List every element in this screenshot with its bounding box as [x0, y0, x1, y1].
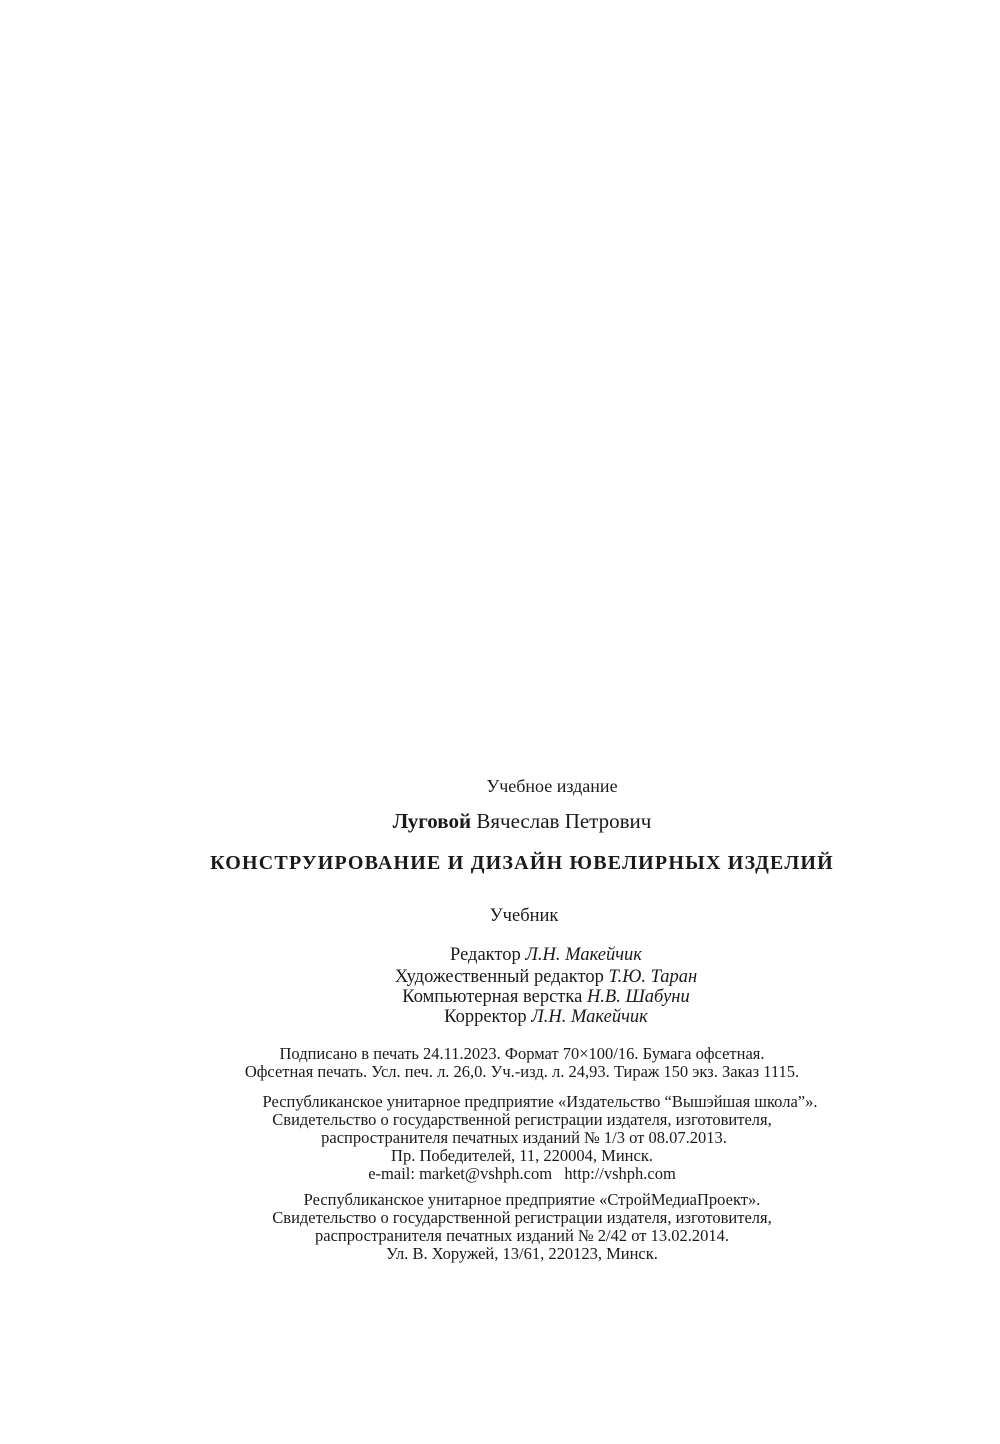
author-surname: Луговой	[392, 809, 472, 833]
credit-person: Т.Ю. Таран	[608, 967, 698, 987]
publisher-line: Свидетельство о государственной регистрации издателя, изготовителя,	[272, 1110, 772, 1129]
author-line	[393, 808, 652, 834]
credit-role: Редактор	[450, 945, 521, 965]
printer-line: Ул. В. Хоружей, 13/61, 220123, Минск.	[386, 1244, 658, 1263]
credit-layout	[402, 986, 689, 1008]
book-title: КОНСТРУИРОВАНИЕ И ДИЗАЙН ЮВЕЛИРНЫХ ИЗДЕЛИЙ	[210, 852, 834, 874]
credit-role: Художественный редактор	[394, 967, 604, 987]
publisher-line: распространителя печатных изданий № 1/3 от 08.07.2013.	[321, 1128, 727, 1147]
credit-art-editor	[395, 966, 697, 988]
credit-role: Компьютерная верстка	[402, 987, 583, 1007]
printer-line: Свидетельство о государственной регистрации издателя, изготовителя,	[272, 1208, 772, 1227]
publisher-line: Пр. Победителей, 11, 220004, Минск.	[391, 1146, 653, 1165]
printer-line: распространителя печатных изданий № 2/42 от 13.02.2014.	[315, 1226, 729, 1245]
credit-person: Л.Н. Макейчик	[531, 1007, 648, 1027]
credit-role: Корректор	[444, 1007, 527, 1027]
printer-line: Республиканское унитарное предприятие «СтройМедиаПроект».	[303, 1190, 761, 1209]
publisher-line: Республиканское унитарное предприятие «Издательство “Вышэйшая школа”».	[262, 1092, 818, 1111]
publisher-contacts: e-mail: market@vshph.com http://vshph.com	[368, 1164, 676, 1183]
author-given-names: Вячеслав Петрович	[476, 809, 652, 833]
credit-editor	[450, 944, 642, 966]
credit-person: Н.В. Шабуни	[586, 987, 690, 1007]
credit-person: Л.Н. Макейчик	[525, 945, 642, 965]
edition-type: Учебное издание	[486, 776, 618, 796]
print-info-line: Офсетная печать. Усл. печ. л. 26,0. Уч.-изд. л. 24,93. Тираж 150 экз. Заказ 1115.	[244, 1062, 800, 1081]
credit-proofreader	[444, 1006, 648, 1028]
book-kind: Учебник	[489, 906, 559, 926]
print-info-line: Подписано в печать 24.11.2023. Формат 70×100/16. Бумага офсетная.	[279, 1044, 765, 1063]
